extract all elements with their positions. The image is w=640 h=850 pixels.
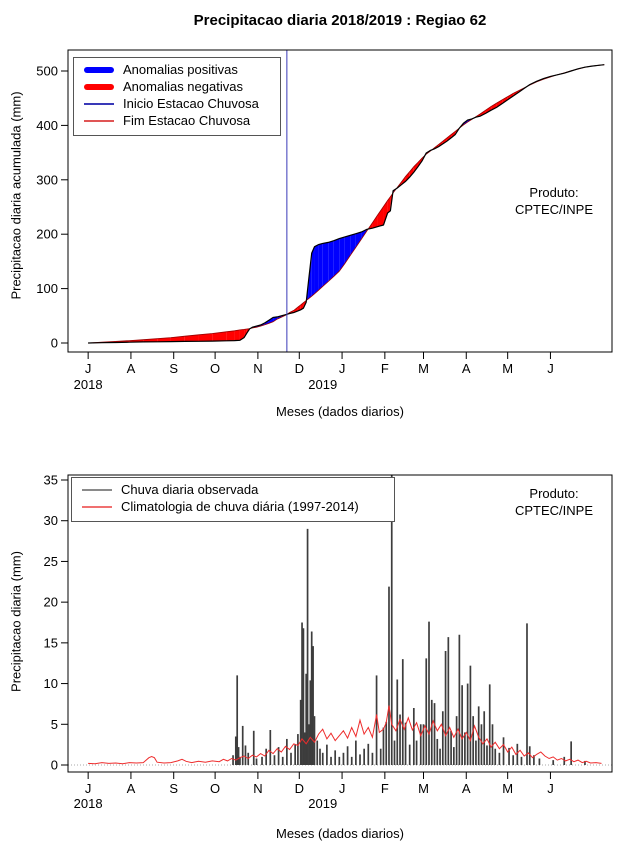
month-tick-label: N (253, 781, 263, 796)
month-tick-label: O (210, 781, 221, 796)
legend-item-fim-estacao (74, 112, 280, 129)
month-tick-label: N (253, 361, 263, 376)
month-tick-label: F (380, 781, 389, 796)
fim-estacao-line-sample (84, 120, 114, 122)
month-tick-label: A (461, 781, 471, 796)
month-tick-label: M (502, 361, 514, 376)
chart1-produto-annotation (494, 184, 614, 218)
anomaly-fill-positive (339, 237, 345, 271)
chart1-ylabel: Precipitacao diaria acumulada (mm) (8, 91, 24, 300)
legend-label: Fim Estacao Chuvosa (123, 113, 251, 128)
chart1-legend (73, 57, 281, 136)
y-axis-tick-label: 5 (50, 716, 58, 732)
anomaly-fill-positive (319, 243, 323, 290)
page-title: Precipitacao diaria 2018/2019 : Regiao 62 (193, 12, 487, 29)
month-tick-label: J (547, 361, 554, 376)
y-axis-tick-label: 400 (36, 117, 58, 133)
y-axis-tick-label: 0 (50, 757, 58, 773)
y-axis-tick-label: 10 (43, 676, 58, 692)
legend-label: Climatologia de chuva diária (1997-2014) (121, 499, 359, 514)
anomaly-fill-positive (328, 241, 334, 282)
produto-line2: CPTEC/INPE (514, 202, 593, 217)
anomalias-positivas-line-sample (84, 67, 114, 73)
year-label: 2018 (73, 377, 103, 392)
anomaly-fill-negative (378, 206, 384, 226)
y-axis-tick-label: 200 (36, 226, 58, 242)
y-axis-tick-label: 0 (50, 335, 58, 351)
month-tick-label: M (418, 361, 429, 376)
chart2-xlabel: Meses (dados diarios) (276, 826, 404, 841)
anomaly-fill-positive (334, 239, 340, 277)
y-axis-tick-label: 35 (43, 472, 58, 488)
month-tick-label: S (169, 361, 179, 376)
inicio-estacao-line-sample (84, 103, 114, 105)
y-axis-tick-label: 20 (43, 594, 58, 610)
chuva-observada-line-sample (82, 489, 112, 491)
anomaly-fill-positive (350, 234, 356, 256)
legend-item-anomalias-negativas (74, 78, 280, 95)
chart2-ylabel: Precipitacao diaria (mm) (8, 551, 24, 692)
climatologia-line-sample (82, 506, 112, 508)
month-tick-label: J (338, 781, 346, 796)
y-axis-tick-label: 300 (36, 172, 58, 188)
produto-line2: CPTEC/INPE (514, 503, 593, 518)
anomaly-fill-negative (226, 331, 234, 341)
month-tick-label: M (502, 781, 514, 796)
legend-item-climatologia (72, 498, 394, 515)
y-axis-tick-label: 25 (43, 553, 58, 569)
legend-label: Anomalias positivas (123, 62, 238, 77)
anomalias-negativas-line-sample (84, 84, 114, 90)
month-tick-label: A (461, 361, 471, 376)
month-tick-label: J (338, 361, 346, 376)
legend-item-anomalias-positivas (74, 61, 280, 78)
month-tick-label: J (547, 781, 554, 796)
year-label: 2019 (308, 796, 338, 811)
month-tick-label: M (418, 781, 429, 796)
year-label: 2018 (73, 796, 103, 811)
month-tick-label: A (126, 361, 136, 376)
month-tick-label: D (294, 781, 304, 796)
y-axis-tick-label: 100 (36, 281, 58, 297)
month-tick-label: O (210, 361, 221, 376)
anomaly-fill-negative (234, 330, 240, 341)
anomaly-fill-positive (323, 242, 329, 286)
legend-label: Inicio Estacao Chuvosa (123, 96, 259, 111)
legend-item-chuva-observada (72, 481, 394, 498)
month-tick-label: J (84, 361, 92, 376)
chart2-legend (71, 477, 395, 522)
month-tick-label: A (126, 781, 136, 796)
year-label: 2019 (308, 377, 338, 392)
y-axis-tick-label: 30 (43, 513, 58, 529)
chart1-xlabel: Meses (dados diarios) (276, 404, 404, 419)
month-tick-label: F (380, 361, 389, 376)
anomaly-fill-positive (314, 245, 318, 294)
produto-line1: Produto: (529, 486, 579, 501)
y-axis-tick-label: 500 (36, 63, 58, 79)
legend-label: Anomalias negativas (123, 79, 243, 94)
month-tick-label: J (84, 781, 92, 796)
month-tick-label: D (294, 361, 304, 376)
legend-item-inicio-estacao (74, 95, 280, 112)
y-axis-tick-label: 15 (43, 635, 58, 651)
climatology-daily-line (88, 706, 601, 764)
produto-line1: Produto: (529, 185, 579, 200)
month-tick-label: S (169, 781, 179, 796)
legend-label: Chuva diaria observada (121, 482, 259, 497)
chart2-produto-annotation (494, 485, 614, 519)
